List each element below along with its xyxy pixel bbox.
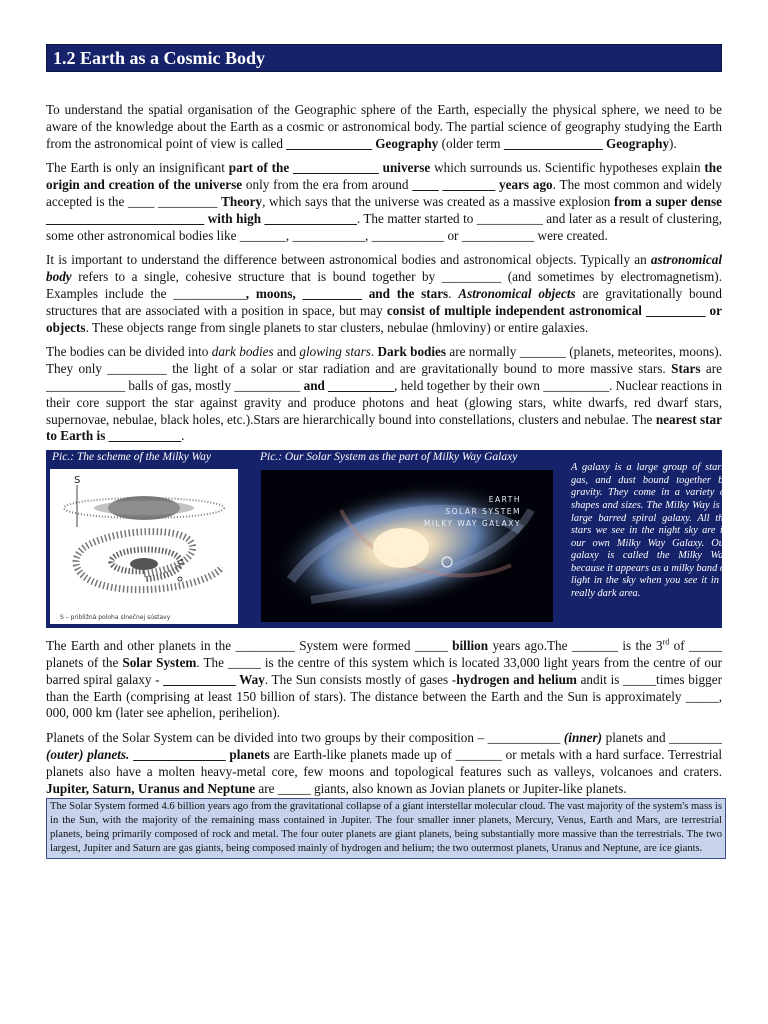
bold-text: and __________: [303, 377, 395, 393]
caption-solar-system: Pic.: Our Solar System as the part of Milky Way Galaxy: [260, 451, 518, 464]
galaxy-drawing: [261, 470, 553, 622]
milky-way-scheme-drawing: [50, 469, 238, 624]
paragraph-intro: [46, 102, 722, 152]
text: .: [181, 428, 185, 444]
galaxy-labels: [424, 494, 521, 530]
bold-text: ____ ________ years ago: [412, 177, 553, 193]
galaxy-label-earth: EARTH: [488, 495, 521, 505]
text: which surrounds us. Scientific hypotheses explain: [430, 160, 705, 176]
text: To understand the spatial organisation of the Geographic sphere of the Earth, especially the physical sphere, we need to be aware of the knowledge about the Earth as a cosmic or astronomical body. The partial science of geography studying the Earth from the astronomical point of view is called: [46, 102, 722, 151]
scheme-bottom-label: S – približná poloha slnečnej sústavy: [60, 614, 171, 622]
document-page: [46, 44, 728, 859]
text: . The Sun consists mostly of gases -: [264, 671, 457, 687]
text: are _____ giants, also known as Jovian planets or Jupiter-like planets.: [255, 780, 627, 796]
bold-text: billion: [452, 638, 489, 654]
bold-text: hydrogen and helium: [456, 671, 577, 687]
bold-text: Theory: [221, 193, 263, 209]
bold-text: consist of multiple independent astronomical _________ or objects: [46, 302, 723, 335]
galaxy-label-milky-way: MILKY WAY GALAXY: [423, 519, 521, 529]
milky-way-figure: [46, 450, 728, 628]
paragraph-planet-groups: [46, 730, 722, 797]
text: . These objects range from single planets to star clusters, nebulae (hmloviny) or entire galaxies.: [85, 319, 589, 335]
text: andit is _____times bigger than the Earth (comprising at least 150 billion of stars). The distance between the Earth and the Sun is approximately _____, 000, 000 km (later see aphelion, perihelion).: [46, 671, 722, 721]
solar-system-info-box: The Solar System formed 4.6 billion years ago from the gravitational collapse of a giant interstellar molecular cloud. The vast majority of the system's mass is in the Sun, with the majority of the remaining mass contained in Jupiter. The four smaller inner planets, Mercury, Venus, Earth and Mars, are terrestrial planets, being primarily composed of rock and metal. The four outer planets are giant planets, being substantially more massive than the terrestrials. The two largest, Jupiter and Saturn are gas giants, being composed mainly of hydrogen and helium; the two outermost planets, Uranus and Neptune, are ice giants.: [46, 798, 726, 858]
galaxy-image: [261, 470, 553, 622]
text: The Earth and other planets in the _________ System were formed _____: [46, 638, 453, 654]
bold-text: part of the _____________ universe: [228, 160, 431, 176]
bold-text: Dark bodies: [377, 344, 447, 360]
text: ).: [669, 135, 677, 151]
text: It is important to understand the difference between astronomical bodies and astronomical objects. Typically an: [46, 252, 651, 268]
text: .: [448, 285, 459, 301]
bold-text: Solar System: [122, 654, 197, 670]
bold-text: Stars: [671, 361, 701, 377]
bold-text: nearest star to Earth is ___________: [46, 411, 722, 444]
bold-italic-text: astronomical body: [46, 252, 722, 285]
text: . The _____ is the centre of this system which is located 33,000 light years from the centre of our barred spiral galaxy -: [46, 654, 722, 687]
text: The bodies can be divided into: [46, 344, 212, 360]
text: are ____________ balls of gas, mostly __________: [46, 361, 722, 393]
bold-italic-text: Astronomical objects: [458, 285, 576, 301]
text: only from the era from around: [242, 177, 413, 193]
text: are normally _______ (planets, meteorites, moons). They only _________ the light of a solar or star radiation and are gravitationally bound to more massive stars.: [46, 344, 722, 377]
blank-older-term: _______________ Geography: [503, 135, 670, 151]
section-title: 1.2 Earth as a Cosmic Body: [46, 44, 722, 72]
text: years ago.The _______ is the 3: [488, 638, 663, 654]
text: of _____ planets of the: [46, 638, 722, 670]
text: . The most common and widely accepted is the ____ _________: [46, 177, 722, 209]
text: , held together by their own __________. Nuclear reactions in their core support the star against gravity and produce photons and heat (glowing stars, white dwarfs, red dwarf stars, supernovae, nebulae, black holes, etc.).Stars are hierarchically bound into constellations, clusters and nebulae. The: [46, 377, 722, 427]
milky-way-scheme-image: [50, 469, 238, 624]
paragraph-solar-system: [46, 638, 722, 722]
text: are gravitationally bound structures that are associated with a position in space, but may: [46, 285, 722, 318]
text: refers to a single, cohesive structure that is bound together by _________ (and sometimes by electromagnetism). Examples include the ___________: [46, 269, 722, 301]
galaxy-label-solar-system: SOLAR SYSTEM: [445, 507, 521, 517]
bold-text: ___________ Way: [163, 671, 265, 687]
bold-text: the origin and creation of the universe: [46, 160, 722, 193]
scheme-top-label: S: [74, 475, 81, 487]
galaxy-description: A galaxy is a large group of stars, gas, and dust bound together by gravity. They come in a variety of shapes and sizes. The Milky Way is a large barred spiral galaxy. All the stars we see in the night sky are in our own Milky Way Galaxy. Our galaxy is called the Milky Way because it appears as a milky band of light in the sky when you see it in a really dark area.: [571, 462, 728, 600]
bold-text: from a super dense ________________________ with high ______________: [46, 193, 722, 226]
text: are Earth-like planets made up of _______ or metals with a hard surface. Terrestrial planets also have a molten heavy-metal core, few moons and topological features such as valleys, volcanoes and craters.: [46, 746, 723, 779]
italic-text: dark bodies: [211, 344, 274, 360]
text: .: [370, 344, 378, 360]
text: (older term: [438, 135, 504, 151]
bold-text: Jupiter, Saturn, Uranus and Neptune: [46, 780, 256, 796]
superscript: rd: [662, 637, 670, 647]
bold-text: , moons, _________ and the stars: [245, 285, 449, 301]
bold-text: ______________ planets: [133, 746, 270, 762]
blank-geography: _____________ Geography: [286, 135, 439, 151]
bold-italic-text: (outer) planets.: [46, 746, 130, 762]
text: , which says that the universe was created as a massive explosion: [262, 193, 615, 209]
text: The Earth is only an insignificant: [46, 160, 229, 176]
bold-italic-text: (inner): [563, 730, 602, 746]
paragraph-dark-bodies-stars: [46, 344, 722, 445]
italic-text: glowing stars: [299, 344, 371, 360]
paragraph-bodies-objects: [46, 252, 722, 336]
paragraph-universe: [46, 160, 722, 244]
text: Planets of the Solar System can be divided into two groups by their composition – ___________: [46, 730, 564, 746]
text: planets and ________: [602, 730, 722, 746]
text: and: [273, 344, 300, 360]
caption-milky-way-scheme: Pic.: The scheme of the Milky Way: [52, 451, 211, 464]
text: . The matter started to __________ and later as a result of clustering, some other astronomical bodies like _______, ___________, ___________ or ___________ were created.: [46, 210, 722, 243]
